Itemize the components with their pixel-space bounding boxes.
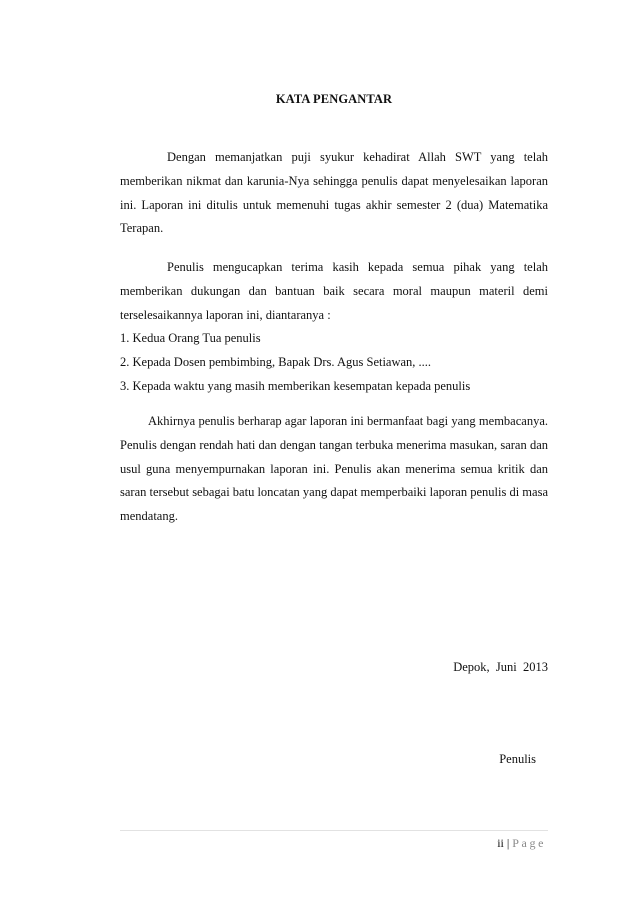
paragraph-thanks xyxy=(120,256,548,399)
list-item: 2. Kepada Dosen pembimbing, Bapak Drs. Agus Setiawan, .... xyxy=(120,355,432,370)
paragraph-closing-text: Akhirnya penulis berharap agar laporan ini bermanfaat bagi yang membacanya. Penulis dengan rendah hati dan dengan tangan terbuka menerima masukan, saran dan usul guna menyempurnakan laporan ini. Penulis akan menerima semua kritik dan saran tersebut sebagai batu loncatan yang dapat memperbaiki laporan penulis di masa mendatang. xyxy=(120,414,548,524)
paragraph-intro-text: Dengan memanjatkan puji syukur kehadirat Allah SWT yang telah memberikan nikmat dan karunia-Nya sehingga penulis dapat menyelesaikan laporan ini. Laporan ini ditulis untuk memenuhi tugas akhir semester 2 (dua) Matematika Terapan. xyxy=(120,150,548,236)
list-item: 1. Kedua Orang Tua penulis xyxy=(120,331,261,346)
place-and-date: Depok, Juni 2013 xyxy=(453,660,548,674)
paragraph-closing xyxy=(120,410,548,529)
page-number: ii xyxy=(497,836,504,850)
paragraph-intro xyxy=(120,146,548,241)
page-word: Page xyxy=(512,836,546,850)
page-title: KATA PENGANTAR xyxy=(275,92,393,106)
footer-separator: | xyxy=(506,836,510,850)
signer-label: Penulis xyxy=(499,752,536,766)
list-item: 3. Kepada waktu yang masih memberikan kesempatan kepada penulis xyxy=(120,378,471,393)
footer-divider xyxy=(120,830,548,831)
paragraph-thanks-text: Penulis mengucapkan terima kasih kepada semua pihak yang telah memberikan dukungan dan bantuan baik secara moral maupun materil demi terselesaikannya laporan ini, diantaranya : xyxy=(120,260,548,322)
page-footer xyxy=(440,836,546,851)
